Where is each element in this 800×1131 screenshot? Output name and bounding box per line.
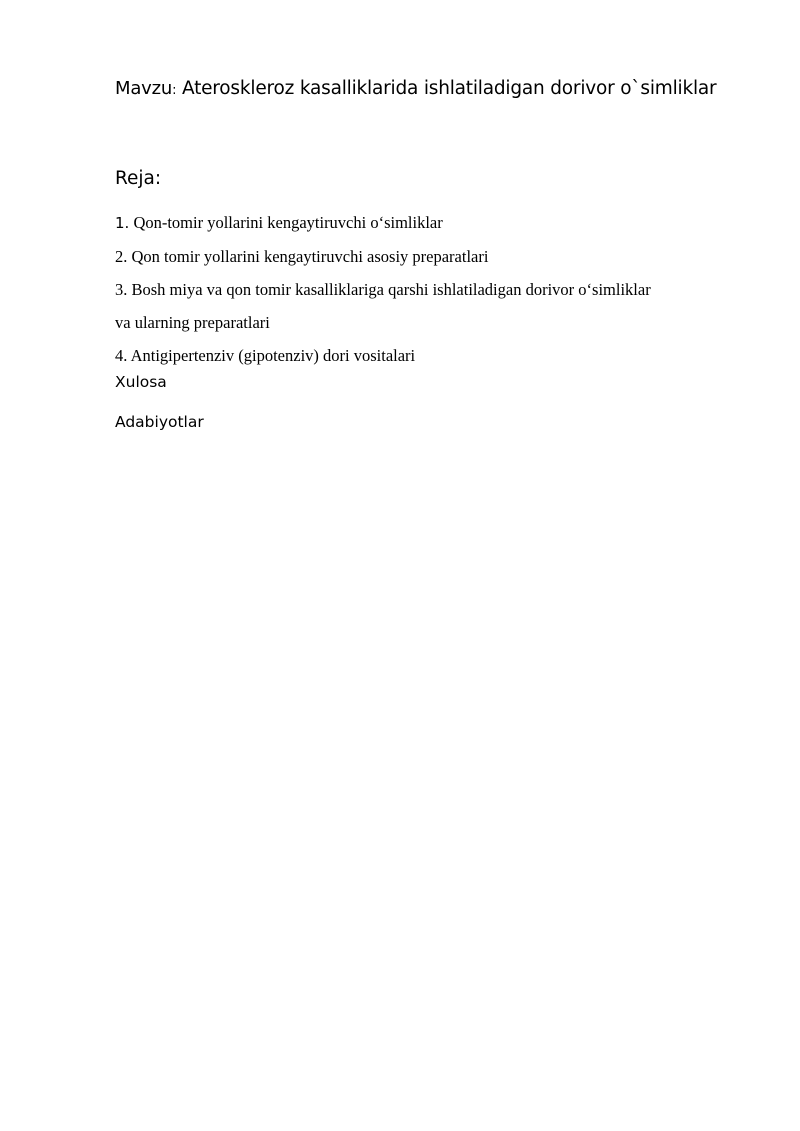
plan-item-continuation: va ularning preparatlari: [115, 313, 270, 332]
plan-item-text: Bosh miya va qon tomir kasalliklariga qarshi ishlatiladigan dorivor o‘simliklar: [127, 280, 651, 299]
plan-item-2: [115, 240, 755, 273]
document-title: [115, 76, 716, 104]
plan-item-1: [115, 206, 755, 240]
plan-item-number: 2.: [115, 247, 128, 266]
references-heading: Adabiyotlar: [115, 413, 204, 431]
plan-item-4: [115, 339, 755, 372]
title-prefix: Mavzu: [115, 78, 173, 99]
plan-item-text: Antigipertenziv (gipotenziv) dori vositalari: [127, 346, 416, 365]
plan-item-text: Qon-tomir yollarini kengaytiruvchi o‘simliklar: [129, 213, 443, 232]
plan-item-text: Qon tomir yollarini kengaytiruvchi asosiy preparatlari: [127, 247, 489, 266]
plan-heading: Reja:: [115, 168, 162, 189]
plan-list: [115, 206, 755, 372]
conclusion-heading: Xulosa: [115, 373, 167, 391]
title-colon: :: [172, 83, 177, 98]
title-text: Ateroskleroz kasalliklarida ishlatiladigan dorivor o`simliklar: [176, 78, 717, 99]
plan-item-number: 3.: [115, 280, 128, 299]
plan-item-number: 4.: [115, 346, 128, 365]
plan-item-3: [115, 273, 755, 339]
plan-item-number: 1.: [115, 214, 130, 232]
